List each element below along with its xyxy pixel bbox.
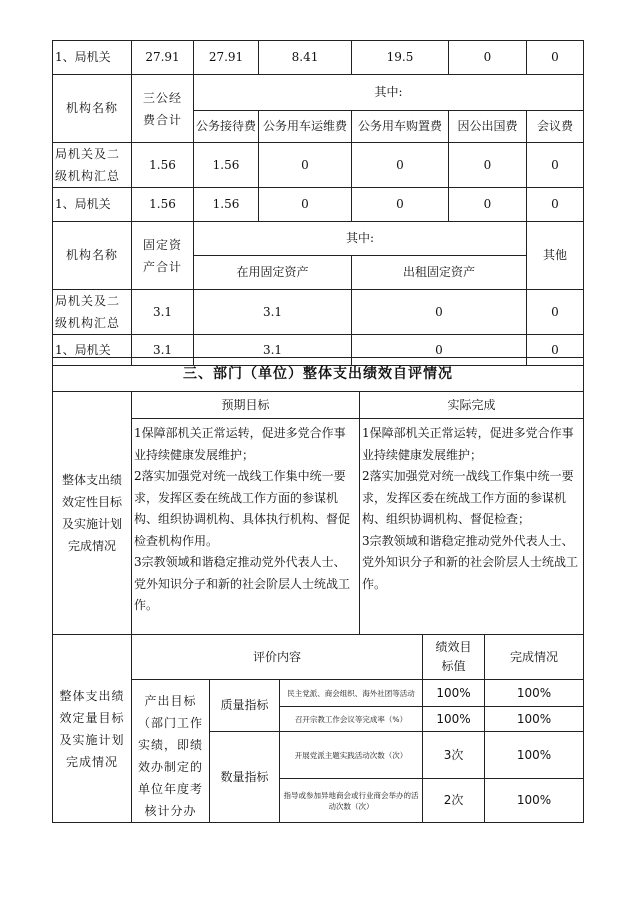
cell-value: 1.56 bbox=[132, 188, 194, 222]
cell-value: 3.1 bbox=[132, 290, 194, 335]
cell-value: 0 bbox=[352, 290, 527, 335]
header-of-which: 其中: bbox=[194, 75, 584, 111]
actual-goal-text: 1保障部机关正常运转，促进多党合作事业持续健康发展维护； 2落实加强党对统一战线工作集中统一要求，发挥区委在统战工作方面的参谋机构、组织协调机构、督促检查； 3宗教领域和谐稳定推动党外代表人士、党外知识分子和新的社会阶层人士统战工作。 bbox=[360, 419, 584, 635]
indicator-content: 指导或参加异地商会或行业商会举办的活动次数（次） bbox=[280, 779, 423, 823]
indicator-content: 开展党派主题实践活动次数（次） bbox=[280, 732, 423, 779]
indicator-target: 100% bbox=[423, 707, 485, 732]
header-col: 出租固定资产 bbox=[352, 256, 527, 290]
cell-value: 0 bbox=[352, 188, 449, 222]
head-target: 绩效目标值 bbox=[423, 635, 485, 680]
cell-value: 0 bbox=[259, 143, 352, 188]
cell-value: 0 bbox=[449, 143, 527, 188]
header-asset-total: 固定资产合计 bbox=[132, 222, 194, 290]
indicator-target: 100% bbox=[423, 680, 485, 707]
cell-value: 0 bbox=[352, 143, 449, 188]
cell-value: 1.56 bbox=[194, 188, 259, 222]
quantitative-table bbox=[52, 634, 584, 823]
cell-value: 3.1 bbox=[194, 335, 352, 366]
indicator-target: 2次 bbox=[423, 779, 485, 823]
table-row bbox=[53, 680, 584, 707]
table-row bbox=[53, 188, 584, 222]
indicator-content: 召开宗教工作会议等完成率（%） bbox=[280, 707, 423, 732]
indicator-target: 3次 bbox=[423, 732, 485, 779]
actual-head: 实际完成 bbox=[360, 392, 584, 419]
quantitative-label: 整体支出绩效定量目标及实施计划完成情况 bbox=[53, 635, 132, 823]
qualitative-label: 整体支出绩效定性目标及实施计划完成情况 bbox=[53, 392, 132, 635]
cell-org: 1、局机关 bbox=[53, 41, 132, 75]
header-col: 因公出国费 bbox=[449, 111, 527, 143]
cell-value: 3.1 bbox=[132, 335, 194, 366]
expense-table bbox=[52, 40, 584, 366]
header-col: 会议费 bbox=[527, 111, 584, 143]
cell-value: 8.41 bbox=[259, 41, 352, 75]
header-col: 公务接待费 bbox=[194, 111, 259, 143]
cell-value: 0 bbox=[527, 290, 584, 335]
header-col: 在用固定资产 bbox=[194, 256, 352, 290]
cell-value: 27.91 bbox=[132, 41, 194, 75]
header-org-name: 机构名称 bbox=[53, 222, 132, 290]
cell-value: 0 bbox=[259, 188, 352, 222]
head-done: 完成情况 bbox=[485, 635, 584, 680]
quantity-indicator-label: 数量指标 bbox=[210, 732, 280, 823]
quality-indicator-label: 质量指标 bbox=[210, 680, 280, 732]
header-other: 其他 bbox=[527, 222, 584, 290]
cell-value: 0 bbox=[352, 335, 527, 366]
header-org-name: 机构名称 bbox=[53, 75, 132, 143]
cell-value: 0 bbox=[449, 41, 527, 75]
cell-value: 3.1 bbox=[194, 290, 352, 335]
expected-goal-text: 1保障部机关正常运转，促进多党合作事业持续健康发展维护； 2落实加强党对统一战线工作集中统一要求，发挥区委在统战工作方面的参谋机构、组织协调机构、具体执行机构、督促检查机构作用。 3宗教领域和谐稳定推动党外代表人士、党外知识分子和新的社会阶层人士统战工作。 bbox=[132, 419, 360, 635]
indicator-done: 100% bbox=[485, 680, 584, 707]
indicator-done: 100% bbox=[485, 707, 584, 732]
qualitative-table bbox=[52, 357, 584, 635]
cell-org: 1、局机关 bbox=[53, 335, 132, 366]
cell-org: 局机关及二级机构汇总 bbox=[53, 290, 132, 335]
output-goal-label: 产出目标（部门工作实绩，即绩效办制定的单位年度考核计分办 bbox=[132, 680, 210, 823]
section-title: 三、部门（单位）整体支出绩效自评情况 bbox=[53, 358, 584, 392]
header-col: 公务用车购置费 bbox=[352, 111, 449, 143]
cell-value: 0 bbox=[527, 335, 584, 366]
cell-org: 局机关及二级机构汇总 bbox=[53, 143, 132, 188]
table-row bbox=[53, 41, 584, 75]
head-eval: 评价内容 bbox=[132, 635, 423, 680]
table-row bbox=[53, 143, 584, 188]
table-row bbox=[53, 290, 584, 335]
header-col: 公务用车运维费 bbox=[259, 111, 352, 143]
header-sangong-total: 三公经费合计 bbox=[132, 75, 194, 143]
expected-head: 预期目标 bbox=[132, 392, 360, 419]
header-of-which: 其中: bbox=[194, 222, 527, 256]
cell-value: 0 bbox=[527, 143, 584, 188]
cell-value: 0 bbox=[449, 188, 527, 222]
indicator-done: 100% bbox=[485, 779, 584, 823]
cell-value: 27.91 bbox=[194, 41, 259, 75]
indicator-content: 民主党派、商会组织、海外社团等活动 bbox=[280, 680, 423, 707]
indicator-done: 100% bbox=[485, 732, 584, 779]
cell-value: 1.56 bbox=[132, 143, 194, 188]
cell-value: 0 bbox=[527, 41, 584, 75]
cell-value: 0 bbox=[527, 188, 584, 222]
cell-org: 1、局机关 bbox=[53, 188, 132, 222]
cell-value: 1.56 bbox=[194, 143, 259, 188]
cell-value: 19.5 bbox=[352, 41, 449, 75]
